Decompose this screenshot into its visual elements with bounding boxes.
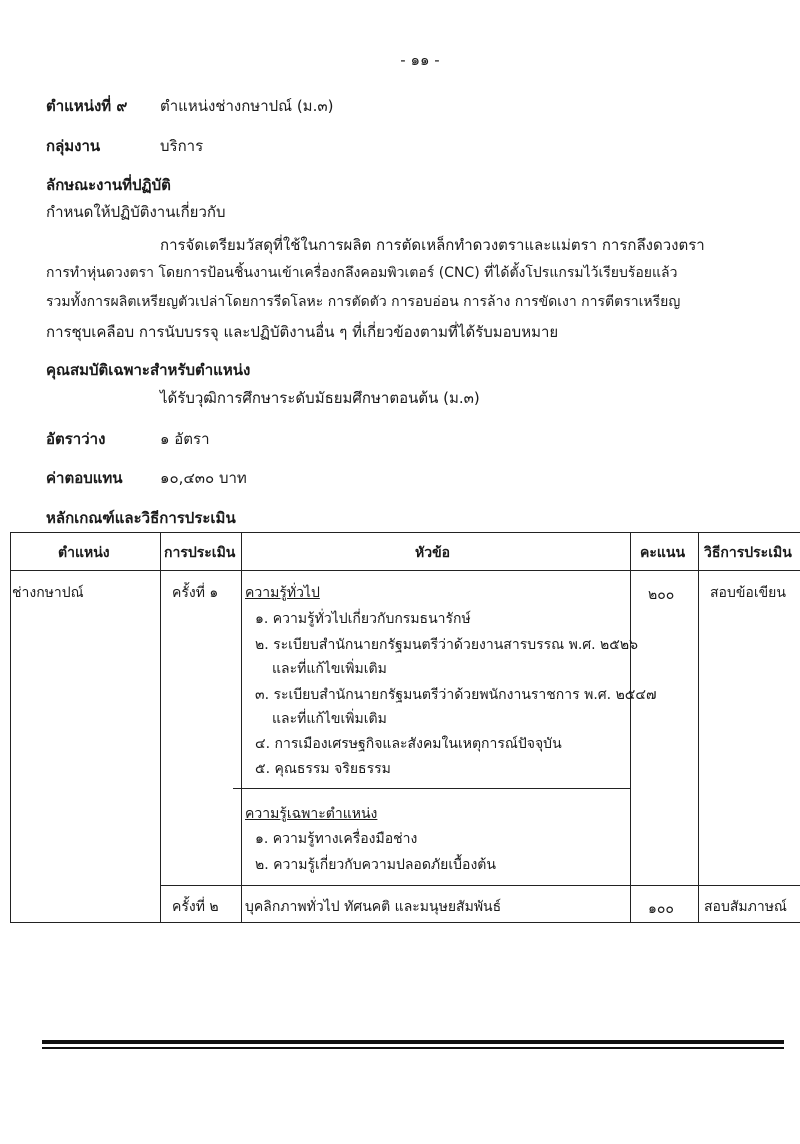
duties-intro: กำหนดให้ปฏิบัติงานเกี่ยวกับ xyxy=(46,203,226,221)
work-group-value: บริการ xyxy=(160,137,204,155)
duties-line: รวมทั้งการผลิตเหรียญตัวเปล่าโดยการรีดโลหะ การตัดตัว การอบอ่อน การล้าง การขัดเงา การตีตราเหรียญ xyxy=(46,294,681,310)
topic-item: ๑. ความรู้ทั่วไปเกี่ยวกับกรมธนารักษ์ xyxy=(255,611,471,627)
column-header-position: ตำแหน่ง xyxy=(58,545,110,561)
round2-score: ๑๐๐ xyxy=(648,901,674,917)
work-group-label: กลุ่มงาน xyxy=(46,137,101,155)
position-label: ตำแหน่งที่ ๙ xyxy=(46,97,128,115)
vacancy-value: ๑ อัตรา xyxy=(160,430,210,448)
round2-label: ครั้งที่ ๒ xyxy=(172,899,219,915)
vacancy-label: อัตราว่าง xyxy=(46,430,106,448)
topic-item: ๑. ความรู้ทางเครื่องมือช่าง xyxy=(255,831,418,847)
topic-item: ๒. ระเบียบสำนักนายกรัฐมนตรีว่าด้วยงานสารบรรณ พ.ศ. ๒๕๒๖ xyxy=(255,637,638,653)
position-value: ตำแหน่งช่างกษาปณ์ (ม.๓) xyxy=(160,97,334,115)
topic-item: ๕. คุณธรรม จริยธรรม xyxy=(255,761,391,777)
column-header-method: วิธีการประเมิน xyxy=(704,545,792,561)
round2-topic: บุคลิกภาพทั่วไป ทัศนคติ และมนุษยสัมพันธ์ xyxy=(245,899,502,915)
duties-line: การชุบเคลือบ การนับบรรจุ และปฏิบัติงานอื่น ๆ ที่เกี่ยวข้องตามที่ได้รับมอบหมาย xyxy=(46,323,559,341)
topic-item: และที่แก้ไขเพิ่มเติม xyxy=(272,711,387,727)
topic-item: และที่แก้ไขเพิ่มเติม xyxy=(272,661,387,677)
position-name: ช่างกษาปณ์ xyxy=(12,585,84,601)
duties-line: การทำหุ่นดวงตรา โดยการป้อนชิ้นงานเข้าเครื่องกลึงคอมพิวเตอร์ (CNC) ที่ได้ตั้งโปรแกรมไว้เรียบร้อยแล้ว xyxy=(46,265,678,281)
topic-item: ๔. การเมืองเศรษฐกิจและสังคมในเหตุการณ์ปัจจุบัน xyxy=(255,736,562,752)
round1-method: สอบข้อเขียน xyxy=(710,585,786,601)
topic-item: ๒. ความรู้เกี่ยวกับความปลอดภัยเบื้องต้น xyxy=(255,857,496,873)
round2-method: สอบสัมภาษณ์ xyxy=(704,899,787,915)
round1-score: ๒๐๐ xyxy=(648,587,675,603)
topic-item: ๓. ระเบียบสำนักนายกรัฐมนตรีว่าด้วยพนักงานราชการ พ.ศ. ๒๕๔๗ xyxy=(255,687,657,703)
footer-rule xyxy=(42,1047,784,1049)
criteria-heading: หลักเกณฑ์และวิธีการประเมิน xyxy=(46,509,236,527)
section-specific-title: ความรู้เฉพาะตำแหน่ง xyxy=(245,806,378,822)
column-header-score: คะแนน xyxy=(640,545,686,561)
round1-label: ครั้งที่ ๑ xyxy=(172,585,219,601)
column-header-topic: หัวข้อ xyxy=(415,545,451,561)
duties-line: การจัดเตรียมวัสดุที่ใช้ในการผลิต การตัดเหล็กทำดวงตราและแม่ตรา การกลึงดวงตรา xyxy=(160,236,705,254)
qualification-heading: คุณสมบัติเฉพาะสำหรับตำแหน่ง xyxy=(46,361,251,379)
footer-rule xyxy=(42,1040,784,1044)
column-header-assessment: การประเมิน xyxy=(164,545,236,561)
salary-label: ค่าตอบแทน xyxy=(46,469,123,487)
page-number: - ๑๑ - xyxy=(400,51,440,69)
section-general-title: ความรู้ทั่วไป xyxy=(245,585,320,601)
duties-heading: ลักษณะงานที่ปฏิบัติ xyxy=(46,176,171,194)
qualification-value: ได้รับวุฒิการศึกษาระดับมัธยมศึกษาตอนต้น (ม.๓) xyxy=(160,389,480,407)
salary-value: ๑๐,๔๓๐ บาท xyxy=(160,469,247,487)
